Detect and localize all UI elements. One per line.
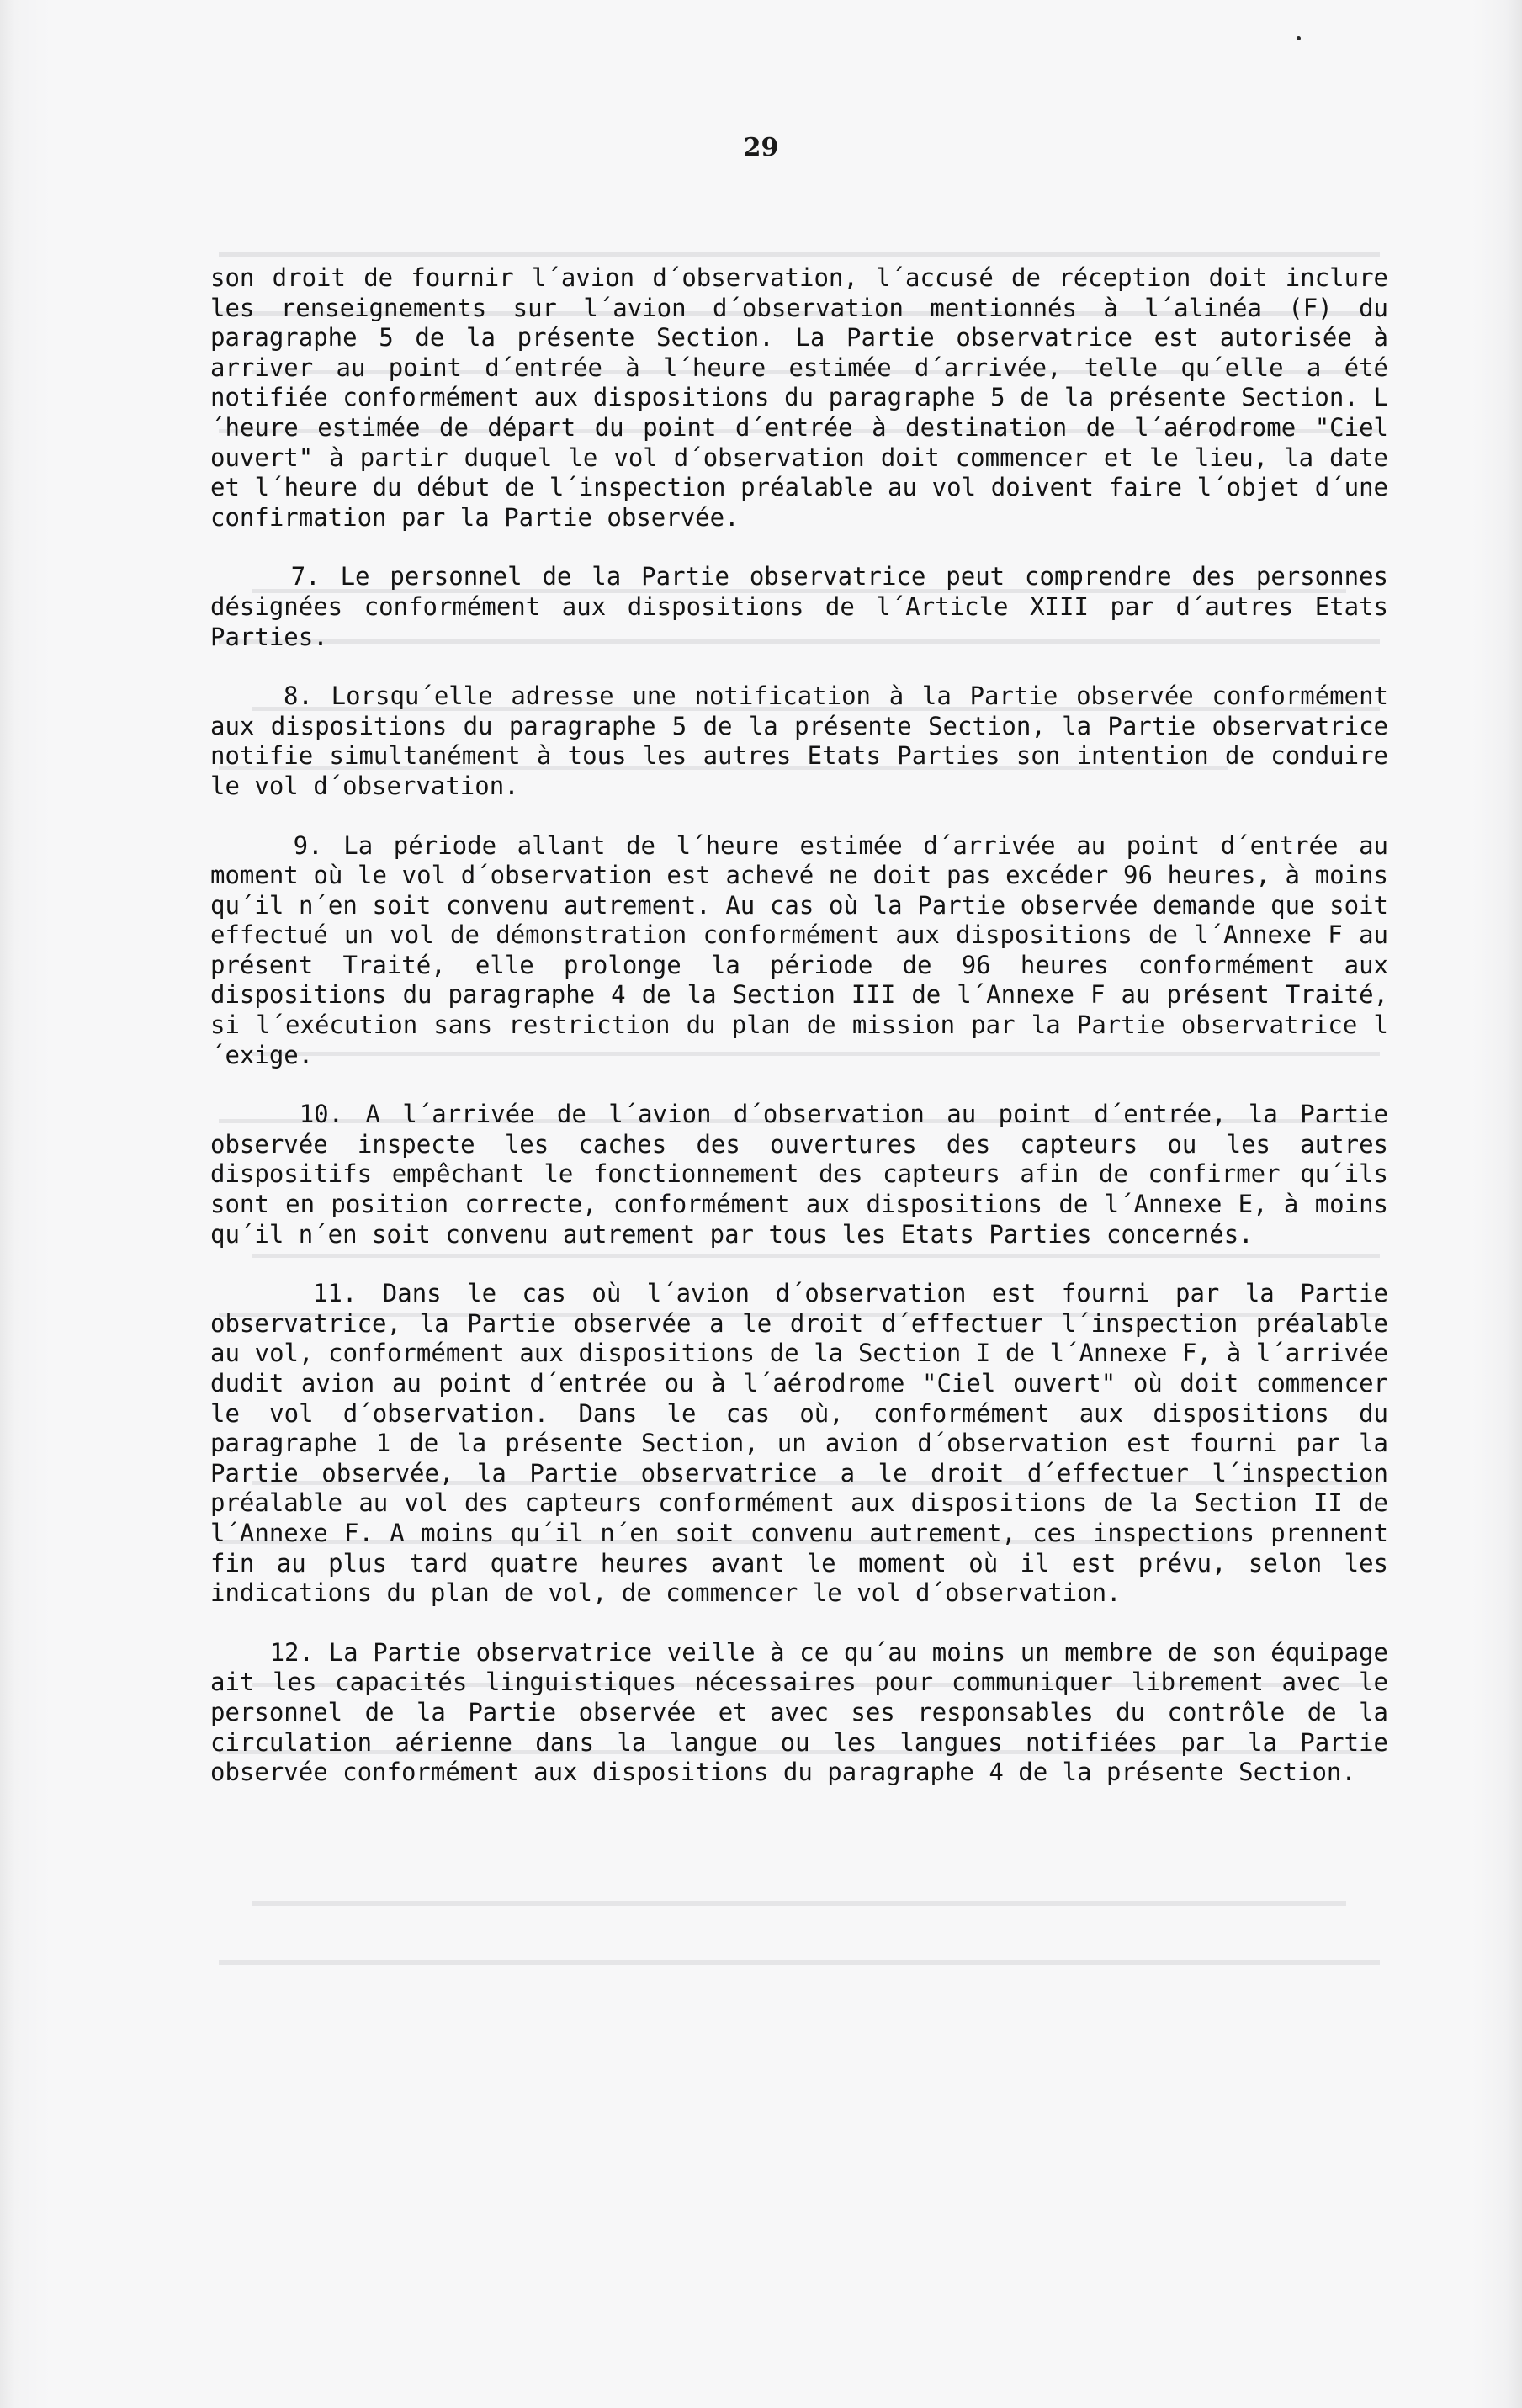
- scan-speck: [1297, 36, 1301, 40]
- paragraph-number: 8.: [283, 682, 313, 711]
- paragraph-12: [210, 1638, 1388, 1788]
- paragraph-text: Le personnel de la Partie observatrice peut comprendre des personnes désignées conformément aux dispositions de l´Article XIII par d´autres Etats Parties.: [210, 562, 1388, 651]
- paragraph-number: 12.: [269, 1637, 314, 1667]
- paragraph-text: La période allant de l´heure estimée d´arrivée au point d´entrée au moment où le vol d´observation est achevé ne doit pas excéder 96 heures, à moins qu´il n´en soit convenu autrement. Au cas où la Partie observée demande que soit effectué un vol de démonstration conformément aux dispositions de l´Annexe F au présent Traité, elle prolonge la période de 96 heures conformément aux dispositions du paragraphe 4 de la Section III de l´Annexe F au présent Traité, si l´exécution sans restriction du plan de mission par la Partie observatrice l´exige.: [210, 830, 1388, 1069]
- paragraph-11: [210, 1279, 1388, 1609]
- paragraph-number: 11.: [312, 1279, 358, 1308]
- body-text: [210, 263, 1388, 1817]
- paragraph-text: Dans le cas où l´avion d´observation est fourni par la Partie observatrice, la Partie observée a le droit d´effectuer l´inspection préalable au vol, conformément aux dispositions de la Section I de l´Annexe F, à l´arrivée dudit avion au point d´entrée ou à l´aérodrome "Ciel ouvert" où doit commencer le vol d´observation. Dans le cas où, conformément aux dispositions du paragraphe 1 de la présente Section, un avion d´observation est fourni par la Partie observée, la Partie observatrice a le droit d´effectuer l´inspection préalable au vol des capteurs conformément aux dispositions de la Section II de l´Annexe F. A moins qu´il n´en soit convenu autrement, ces inspections prennent fin au plus tard quatre heures avant le moment où il est prévu, selon les indications du plan de vol, de commencer le vol d´observation.: [210, 1279, 1389, 1608]
- paragraph-text: son droit de fournir l´avion d´observation, l´accusé de réception doit inclure les renseignements sur l´avion d´observation mentionnés à l´alinéa (F) du paragraphe 5 de la présente Section. La Partie observatrice est autorisée à arriver au point d´entrée à l´heure estimée d´arrivée, telle qu´elle a été notifiée conformément aux dispositions du paragraphe 5 de la présente Section. L´heure estimée de départ du point d´entrée à destination de l´aérodrome "Ciel ouvert" à partir duquel le vol d´observation doit commencer et le lieu, la date et l´heure du début de l´inspection préalable au vol doivent faire l´objet d´une confirmation par la Partie observée.: [210, 263, 1388, 532]
- paragraph-text: Lorsqu´elle adresse une notification à la Partie observée conformément aux dispositions du paragraphe 5 de la présente Section, la Partie observatrice notifie simultanément à tous les autres Etats Parties son intention de conduire le vol d´observation.: [210, 682, 1388, 800]
- paragraph-6-continuation: [210, 263, 1388, 533]
- paragraph-7: [210, 562, 1388, 652]
- paragraph-number: 9.: [293, 830, 323, 860]
- paragraph-10: [210, 1100, 1388, 1249]
- paragraph-text: La Partie observatrice veille à ce qu´au moins un membre de son équipage ait les capacités linguistiques nécessaires pour communiquer librement avec le personnel de la Partie observée et avec ses responsables du contrôle de la circulation aérienne dans la langue ou les langues notifiées par la Partie observée conformément aux dispositions du paragraphe 4 de la présente Section.: [210, 1637, 1388, 1787]
- paragraph-number: 10.: [299, 1100, 344, 1129]
- paragraph-9: [210, 831, 1388, 1071]
- page-number: 29: [743, 133, 779, 162]
- paragraph-8: [210, 682, 1388, 801]
- paragraph-number: 7.: [290, 562, 321, 591]
- paragraph-text: A l´arrivée de l´avion d´observation au point d´entrée, la Partie observée inspecte les caches des ouvertures des capteurs ou les autres dispositifs empêchant le fonctionnement des capteurs afin de confirmer qu´ils sont en position correcte, conformément aux dispositions de l´Annexe E, à moins qu´il n´en soit convenu autrement par tous les Etats Parties concernés.: [210, 1100, 1388, 1249]
